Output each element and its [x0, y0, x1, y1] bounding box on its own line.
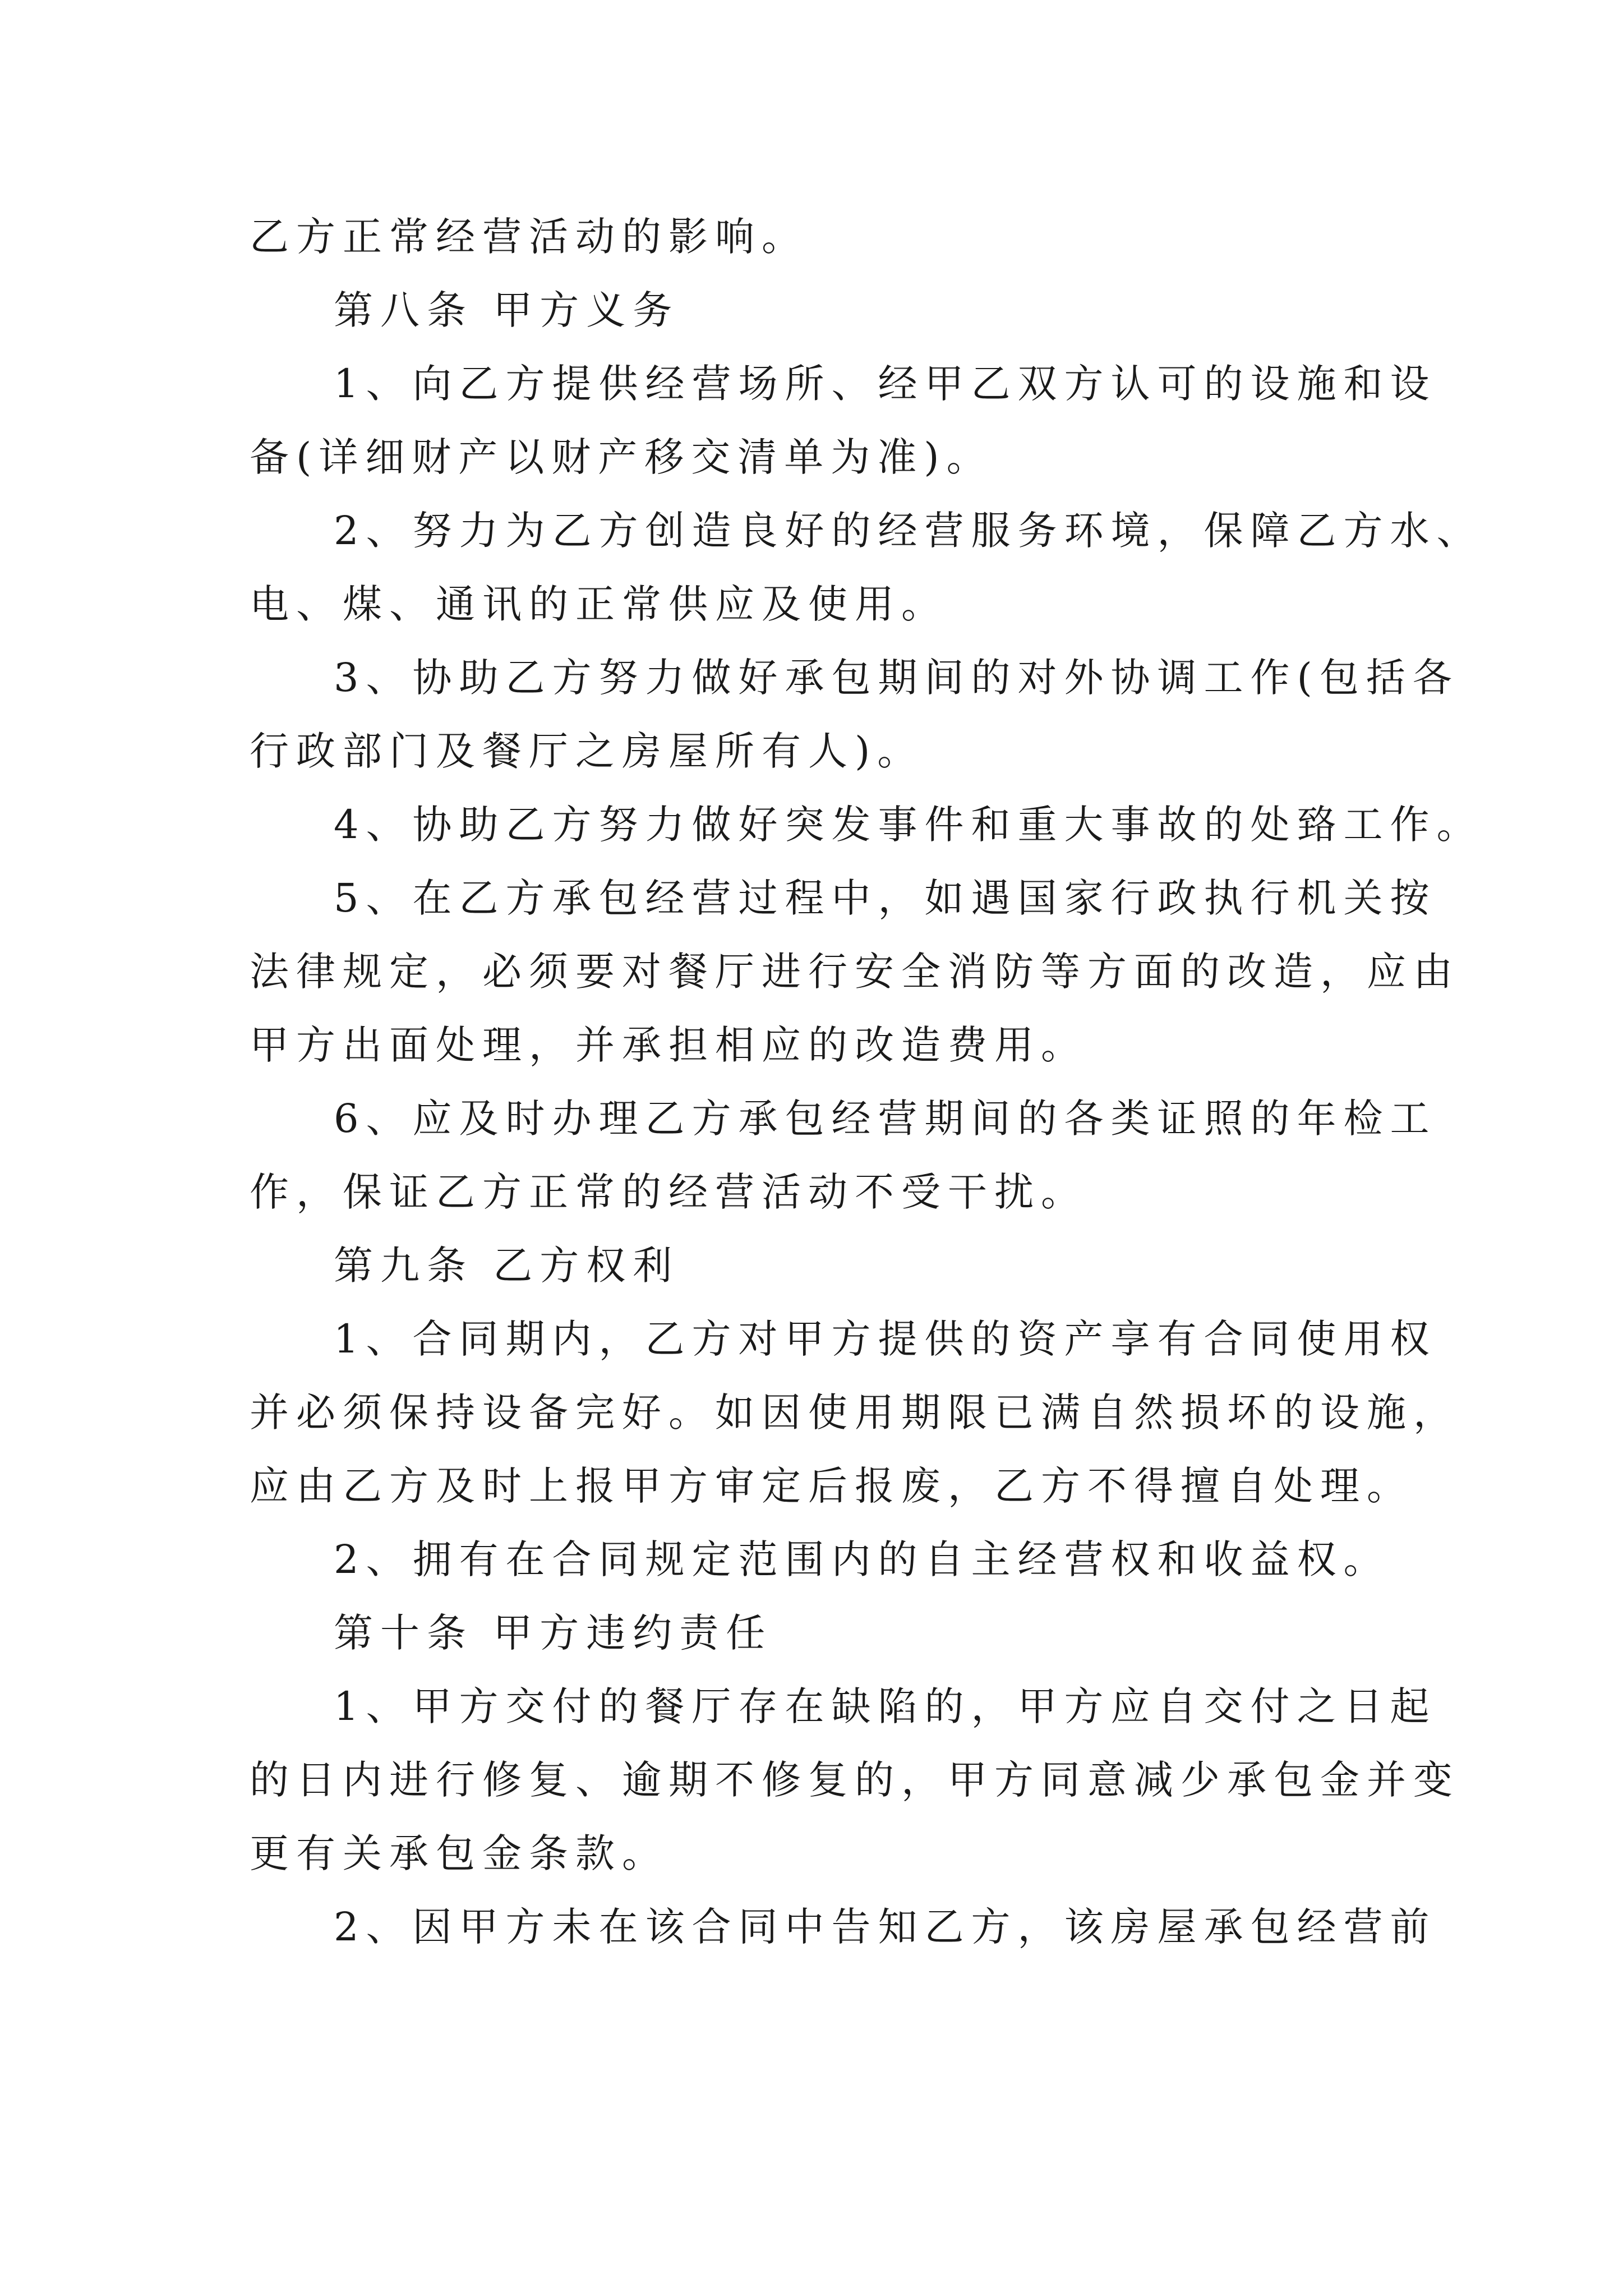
- paragraph-line: 备(详细财产以财产移交清单为准)。: [250, 434, 993, 480]
- contract-body: [250, 200, 1483, 1964]
- paragraph-line: 2、因甲方未在该合同中告知乙方，该房屋承包经营前: [334, 1904, 1437, 1950]
- paragraph-line: 4、协助乙方努力做好突发事件和重大事故的处臵工作。: [334, 802, 1483, 848]
- paragraph-line: 2、努力为乙方创造良好的经营服务环境，保障乙方水、: [334, 508, 1483, 554]
- paragraph-line: 作，保证乙方正常的经营活动不受干扰。: [250, 1169, 1087, 1215]
- paragraph-line: 1、合同期内，乙方对甲方提供的资产享有合同使用权: [334, 1316, 1437, 1362]
- paragraph-line: 6、应及时办理乙方承包经营期间的各类证照的年检工: [334, 1096, 1437, 1142]
- paragraph-line: 应由乙方及时上报甲方审定后报废，乙方不得擅自处理。: [250, 1463, 1413, 1509]
- article-heading-9: 第九条 乙方权利: [334, 1243, 680, 1289]
- paragraph-line: 电、煤、通讯的正常供应及使用。: [250, 581, 948, 627]
- paragraph-line: 并必须保持设备完好。如因使用期限已满自然损坏的设施，: [250, 1389, 1460, 1435]
- paragraph-line: 更有关承包金条款。: [250, 1830, 668, 1876]
- paragraph-line: 法律规定，必须要对餐厅进行安全消防等方面的改造，应由: [250, 949, 1460, 995]
- paragraph-line: 的日内进行修复、逾期不修复的，甲方同意减少承包金并变: [250, 1757, 1460, 1803]
- paragraph-line: 1、甲方交付的餐厅存在缺陷的，甲方应自交付之日起: [334, 1683, 1437, 1729]
- paragraph-line: 甲方出面处理，并承担相应的改造费用。: [250, 1022, 1087, 1068]
- article-heading-8: 第八条 甲方义务: [334, 287, 680, 333]
- paragraph-line: 1、向乙方提供经营场所、经甲乙双方认可的设施和设: [334, 361, 1437, 407]
- paragraph-line: 乙方正常经营活动的影响。: [250, 214, 808, 260]
- paragraph-line: 2、拥有在合同规定范围内的自主经营权和收益权。: [334, 1536, 1390, 1582]
- paragraph-line: 3、协助乙方努力做好承包期间的对外协调工作(包括各: [334, 655, 1459, 701]
- paragraph-line: 行政部门及餐厅之房屋所有人)。: [250, 728, 924, 774]
- article-heading-10: 第十条 甲方违约责任: [334, 1610, 773, 1656]
- paragraph-line: 5、在乙方承包经营过程中，如遇国家行政执行机关按: [334, 875, 1437, 921]
